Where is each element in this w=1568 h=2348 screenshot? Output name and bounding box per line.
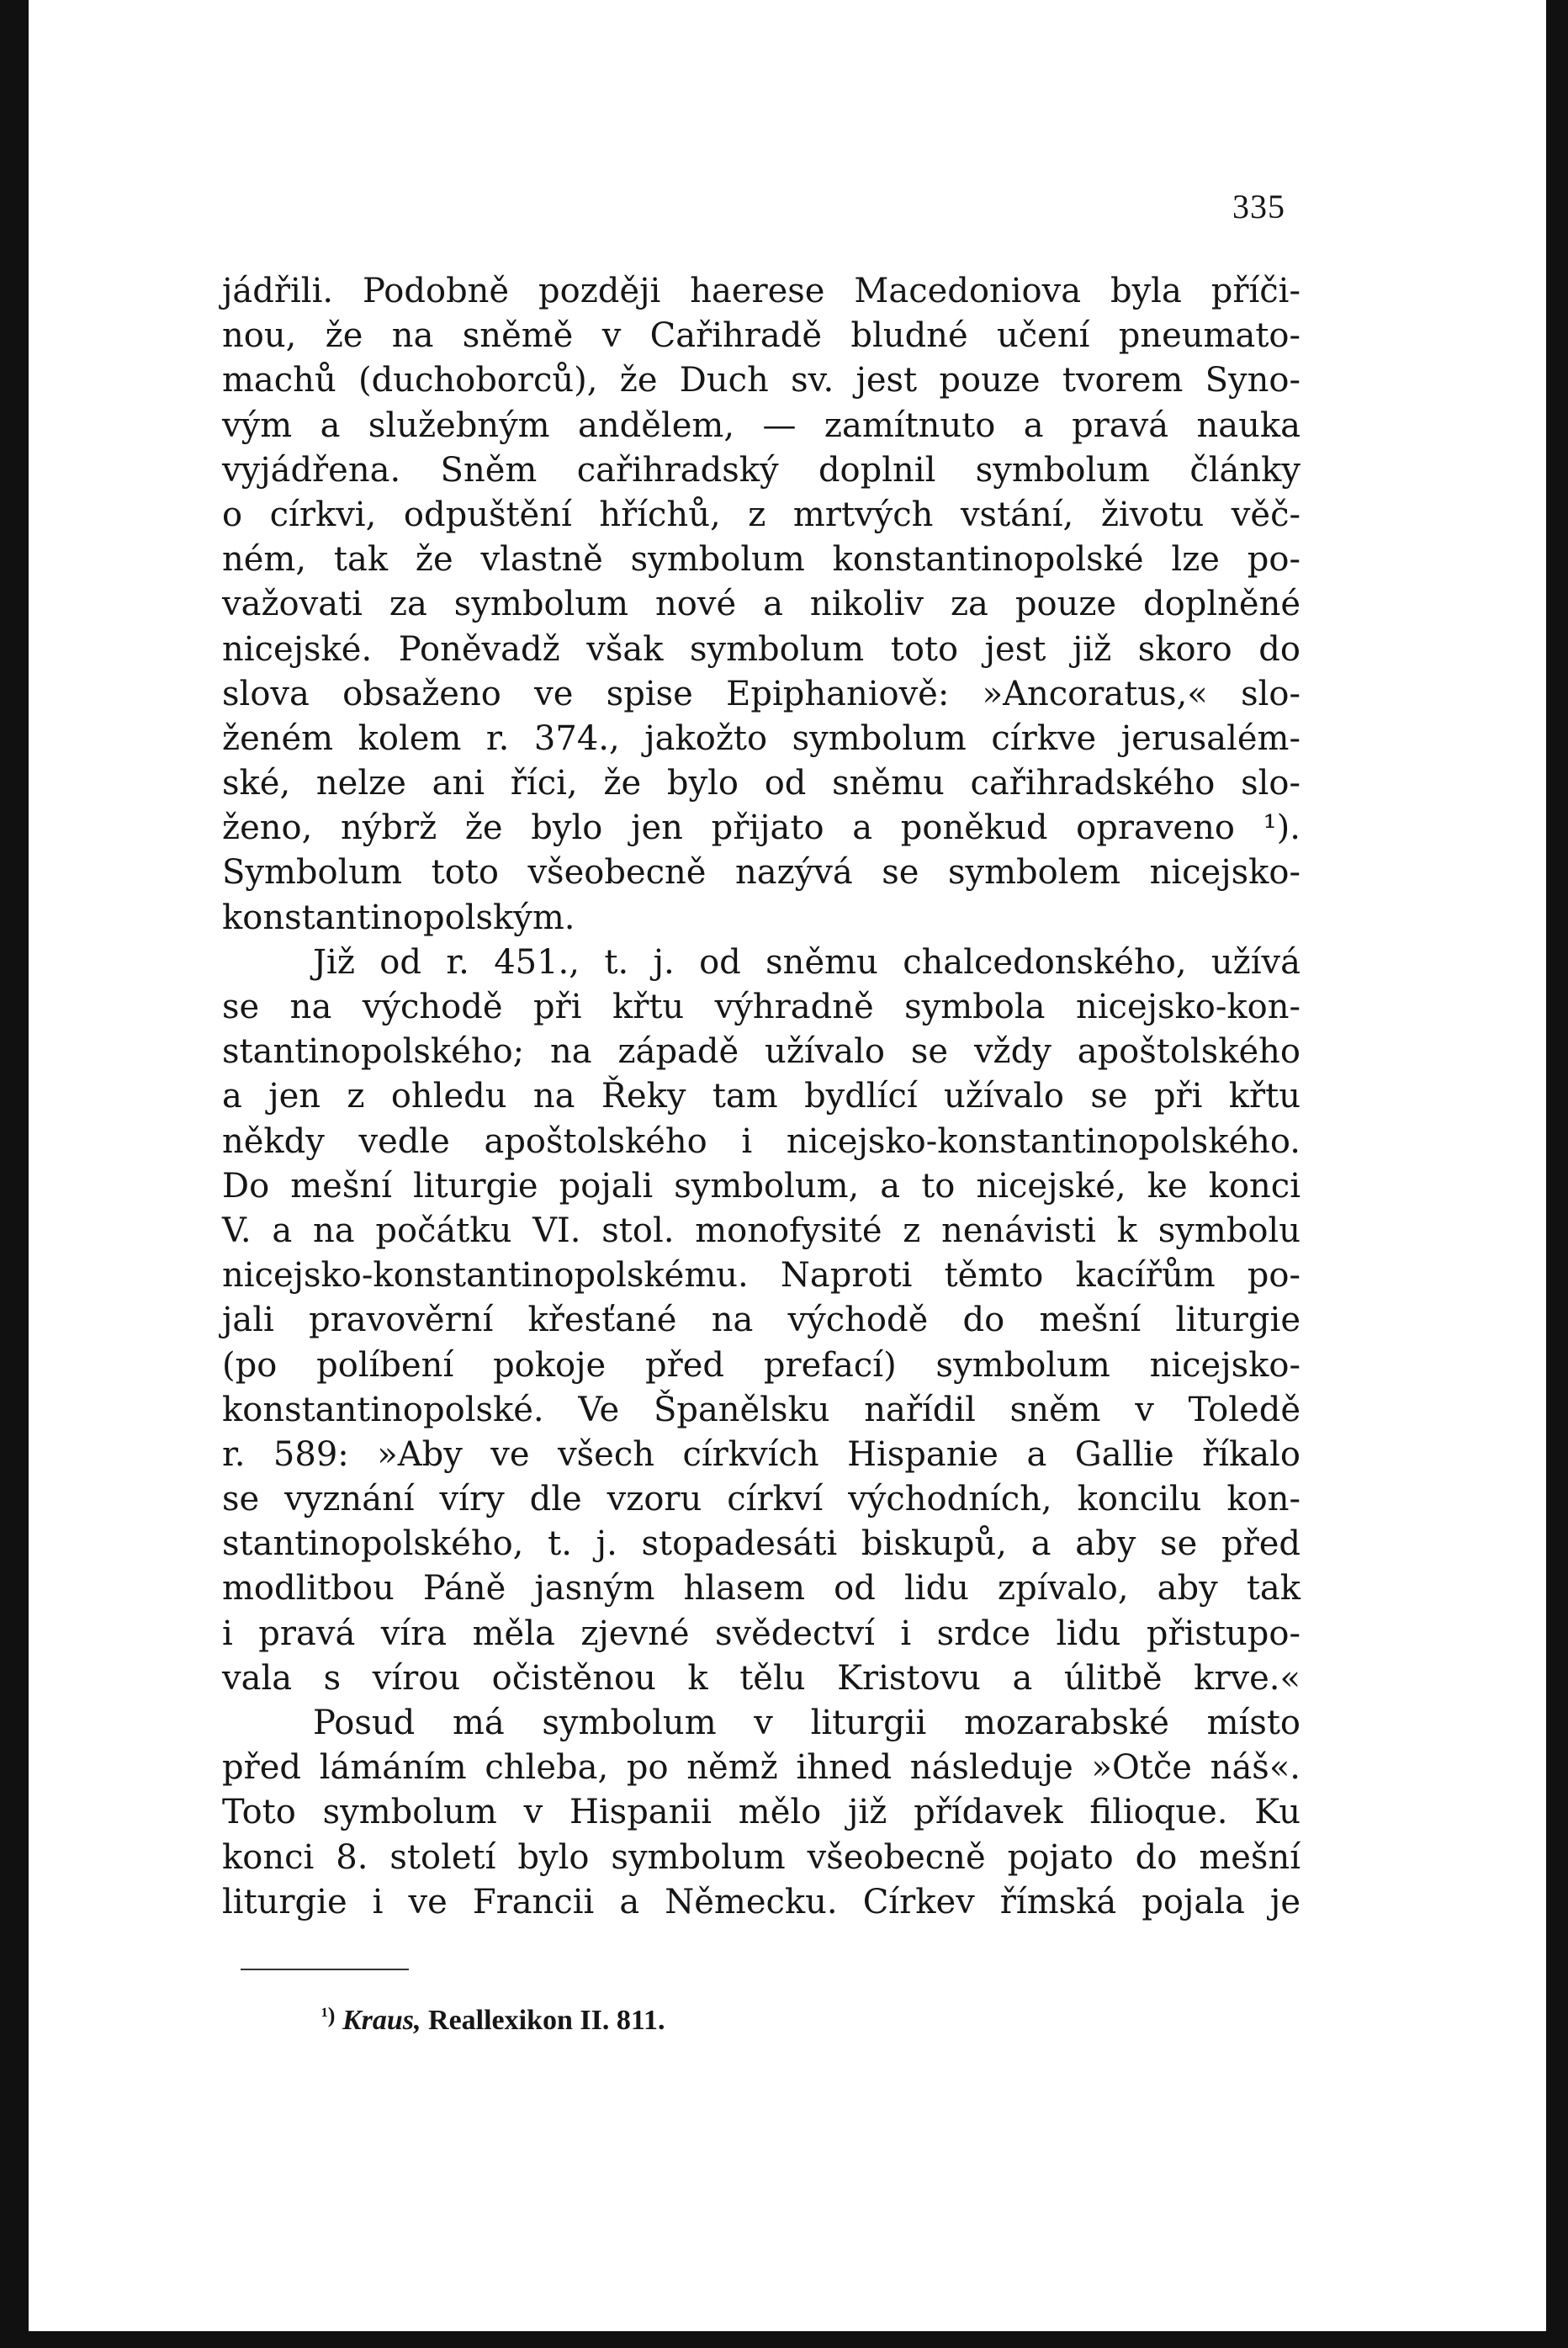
footnote-text: Reallexikon II. 811.	[428, 2005, 665, 2036]
text-line: vým a služebným andělem, — zamítnuto a pravá nauka	[222, 405, 1300, 445]
text-line: machů (duchoborců), že Duch sv. jest pouze tvorem Syno-	[222, 361, 1300, 400]
scan-border-bottom	[0, 2331, 1568, 2348]
scan-border-left	[0, 0, 29, 2348]
text-line: ženém kolem r. 374., jakožto symbolum církve jerusalém-	[222, 718, 1300, 758]
text-line: nou, že na sněmě v Cařihradě bludné učení pneumato-	[222, 316, 1300, 356]
paragraph-start-line: Již od r. 451., t. j. od sněmu chalcedonského, užívá	[313, 942, 1300, 982]
text-line: Do mešní liturgie pojali symbolum, a to nicejské, ke konci	[222, 1166, 1300, 1206]
text-line: Symbolum toto všeobecně nazývá se symbolem nicejsko-	[222, 853, 1300, 893]
text-line: jádřili. Podobně později haerese Macedoniova byla příči-	[222, 272, 1300, 310]
page-number: 335	[1232, 188, 1285, 225]
paragraph-end-line: konstantinopolským.	[222, 898, 575, 937]
footnote-divider	[241, 1969, 409, 1970]
text-line: jali pravověrní křesťané na východě do mešní liturgie	[222, 1301, 1300, 1340]
text-line: liturgie i ve Francii a Německu. Církev římská pojala je	[222, 1882, 1300, 1921]
text-line: se na východě při křtu výhradně symbola nicejsko-kon-	[222, 988, 1300, 1026]
text-line: stantinopolského, t. j. stopadesáti biskupů, a aby se před	[222, 1524, 1300, 1564]
text-line: slova obsaženo ve spise Epiphaniově: »Ancoratus,« slo-	[222, 674, 1300, 713]
text-line: Toto symbolum v Hispanii mělo již přídavek filioque. Ku	[222, 1793, 1300, 1832]
scan-border-right	[1546, 0, 1568, 2348]
text-line: r. 589: »Aby ve všech církvích Hispanie a Gallie říkalo	[222, 1434, 1300, 1474]
text-line: konstantinopolské. Ve Španělsku nařídil sněm v Toledě	[222, 1390, 1300, 1429]
paragraph-start-line: Posud má symbolum v liturgii mozarabské místo	[313, 1704, 1300, 1742]
text-line: važovati za symbolum nové a nikoliv za pouze doplněné	[222, 585, 1300, 624]
text-line: o církvi, odpuštění hříchů, z mrtvých vstání, životu věč-	[222, 495, 1300, 534]
text-line: (po políbení pokoje před prefací) symbolum nicejsko-	[222, 1345, 1300, 1385]
text-line: ské, nelze ani říci, že bylo od sněmu cařihradského slo-	[222, 764, 1300, 803]
text-line: V. a na počátku VI. stol. monofysité z nenávisti k symbolu	[222, 1211, 1300, 1250]
text-line: modlitbou Páně jasným hlasem od lidu zpívalo, aby tak	[222, 1569, 1300, 1609]
text-line: ném, tak že vlastně symbolum konstantinopolské lze po-	[222, 540, 1300, 580]
text-line: stantinopolského; na západě užívalo se vždy apoštolského	[222, 1032, 1300, 1072]
text-line: konci 8. století bylo symbolum všeobecně pojato do mešní	[222, 1837, 1300, 1877]
text-line: ženo, nýbrž že bylo jen přijato a poněkud opraveno ¹).	[222, 808, 1300, 848]
paragraph-end-line: vala s vírou očistěnou k tělu Kristovu a úlitbě krve.«	[222, 1658, 1300, 1698]
text-line: i pravá víra měla zjevné svědectví i srdce lidu přistupo-	[222, 1614, 1300, 1653]
text-line: se vyznání víry dle vzoru církví východních, koncilu kon-	[222, 1480, 1300, 1519]
text-line: vyjádřena. Sněm cařihradský doplnil symbolum články	[222, 450, 1300, 490]
text-line: a jen z ohledu na Řeky tam bydlící užívalo se při křtu	[222, 1077, 1300, 1116]
body-text	[222, 269, 1300, 1925]
footnote-marker: ¹)	[321, 2003, 336, 2027]
text-line: před lámáním chleba, po němž ihned následuje »Otče náš«.	[222, 1748, 1300, 1788]
text-line: někdy vedle apoštolského i nicejsko-konstantinopolského.	[222, 1121, 1300, 1161]
text-line: nicejsko-konstantinopolskému. Naproti těmto kacířům po-	[222, 1256, 1300, 1296]
footnote	[321, 2003, 665, 2037]
footnote-author: Kraus,	[342, 2005, 421, 2036]
text-line: nicejské. Poněvadž však symbolum toto jest již skoro do	[222, 629, 1300, 669]
